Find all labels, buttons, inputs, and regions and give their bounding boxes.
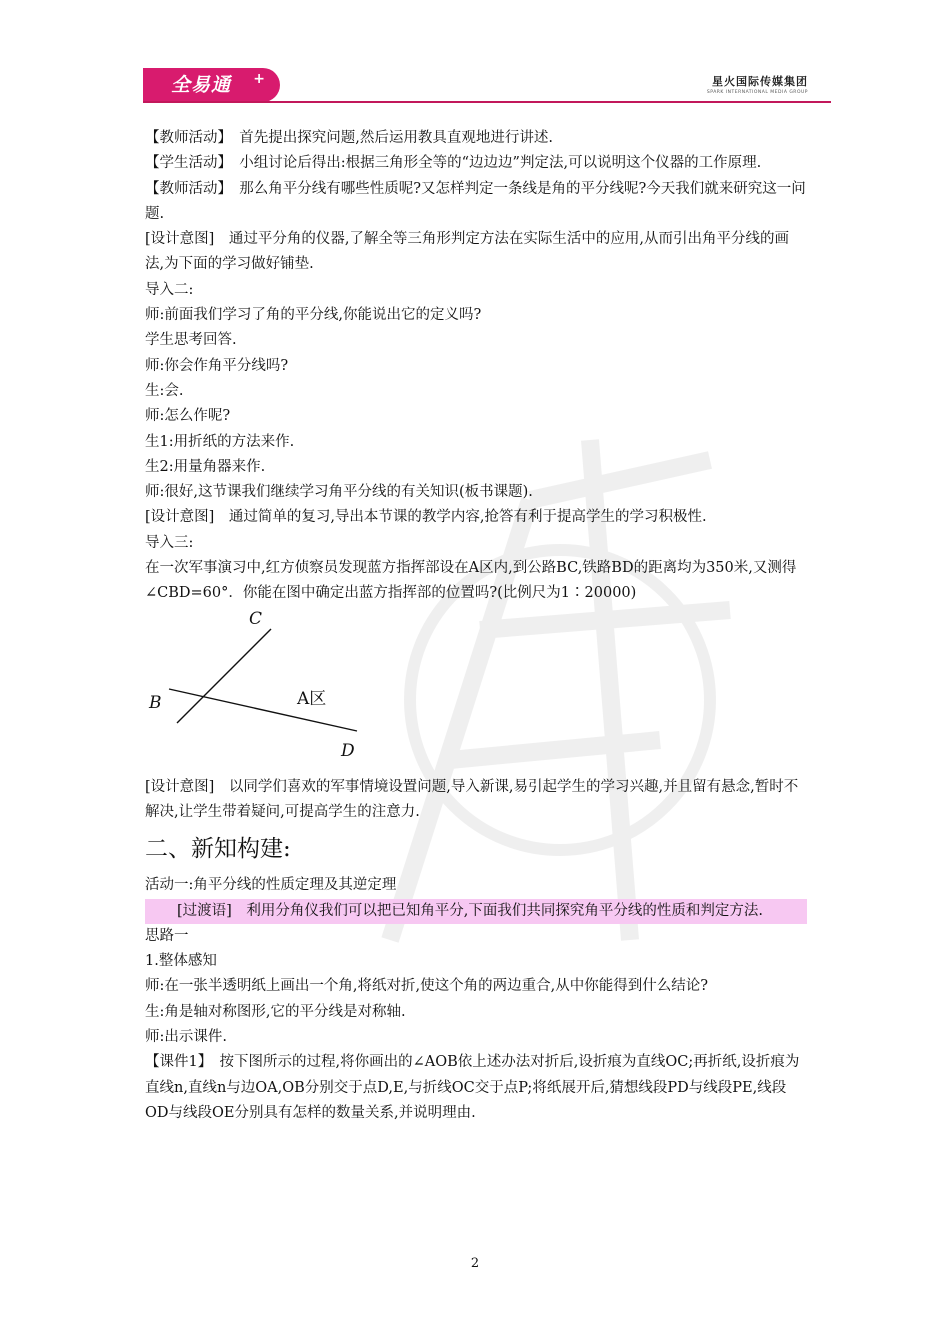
paragraph: 师:在一张半透明纸上画出一个角,将纸对折,使这个角的两边重合,从中你能得到什么结论?: [145, 978, 708, 995]
paragraph: [设计意图] 以同学们喜欢的军事情境设置问题,导入新课,易引起学生的学习兴趣,并且留有悬念,暂时不解决,让学生带着疑问,可提高学生的注意力.: [145, 778, 799, 820]
paragraph: [设计意图] 通过平分角的仪器,了解全等三角形判定方法在实际生活中的应用,从而引出角平分线的画法,为下面的学习做好铺垫.: [145, 231, 790, 273]
publisher: [707, 73, 808, 95]
paragraph: 生1:用折纸的方法来作.: [145, 433, 295, 450]
label-c: C: [249, 608, 263, 629]
paragraph: 师:怎么作呢?: [145, 408, 231, 425]
paragraph: 生2:用量角器来作.: [145, 458, 266, 475]
highlight-paragraph: [过渡语] 利用分角仪我们可以把已知角平分,下面我们共同探究角平分线的性质和判定方法.: [145, 899, 807, 924]
paragraph: 师:前面我们学习了角的平分线,你能说出它的定义吗?: [145, 307, 482, 324]
paragraph: 【学生活动】 小组讨论后得出:根据三角形全等的“边边边”判定法,可以说明这个仪器的工作原理.: [145, 155, 762, 172]
label-zone: 区: [309, 688, 327, 709]
label-a: A: [297, 688, 310, 709]
document-body: [145, 126, 807, 1126]
header-divider: [143, 101, 831, 103]
section-heading: 二、新知构建:: [145, 836, 291, 863]
paragraph: 师:很好,这节课我们继续学习角平分线的有关知识(板书课题).: [145, 484, 533, 501]
figure-lines: [145, 607, 807, 775]
paragraph: 【课件1】 按下图所示的过程,将你画出的∠AOB依上述办法对折后,设折痕为直线OC;再折纸,设折痕为直线n,直线n与边OA,OB分别交于点D,E,与折线OC交于点P;将纸展开后,猜想线段PD与线段PE,线段OD与线段OE分别具有怎样的数量关系,并说明理由.: [145, 1054, 800, 1121]
paragraph: 【教师活动】 首先提出探究问题,然后运用教具直观地进行讲述.: [145, 130, 553, 146]
paragraph: 导入三:: [145, 534, 194, 551]
publisher-name: 星火国际传媒集团: [712, 75, 808, 88]
label-a-zone: [297, 687, 326, 712]
paragraph: 生:会.: [145, 382, 184, 399]
paragraph: 1.整体感知: [145, 953, 217, 970]
publisher-name-en: SPARK INTERNATIONAL MEDIA GROUP: [706, 90, 808, 95]
sparkle-icon: +: [253, 71, 266, 87]
paragraph: 师:你会作角平分线吗?: [145, 357, 289, 374]
label-d: D: [341, 740, 355, 761]
paragraph: 思路一: [145, 927, 189, 944]
paragraph: 在一次军事演习中,红方侦察员发现蓝方指挥部设在A区内,到公路BC,铁路BD的距离均为350米,又测得∠CBD=60°．你能在图中确定出蓝方指挥部的位置吗?(比例尺为1∶20000): [145, 560, 797, 602]
brand-logo: [143, 68, 280, 102]
page-number: 2: [470, 1256, 480, 1271]
paragraph: 学生思考回答.: [145, 332, 237, 349]
geometry-figure: [145, 607, 807, 775]
paragraph: [设计意图] 通过简单的复习,导出本节课的教学内容,抢答有利于提高学生的学习积极性.: [145, 509, 707, 526]
paragraph: 【教师活动】 那么角平分线有哪些性质呢?又怎样判定一条线是角的平分线呢?今天我们就来研究这一问题.: [145, 180, 806, 222]
paragraph: 导入二:: [145, 281, 194, 298]
paragraph: 师:出示课件.: [145, 1029, 227, 1046]
paragraph: 活动一:角平分线的性质定理及其逆定理: [145, 877, 397, 894]
logo-text: 全易通: [171, 74, 232, 96]
line-bd: [169, 689, 357, 731]
label-b: B: [149, 692, 162, 713]
paragraph: 生:角是轴对称图形,它的平分线是对称轴.: [145, 1003, 406, 1020]
